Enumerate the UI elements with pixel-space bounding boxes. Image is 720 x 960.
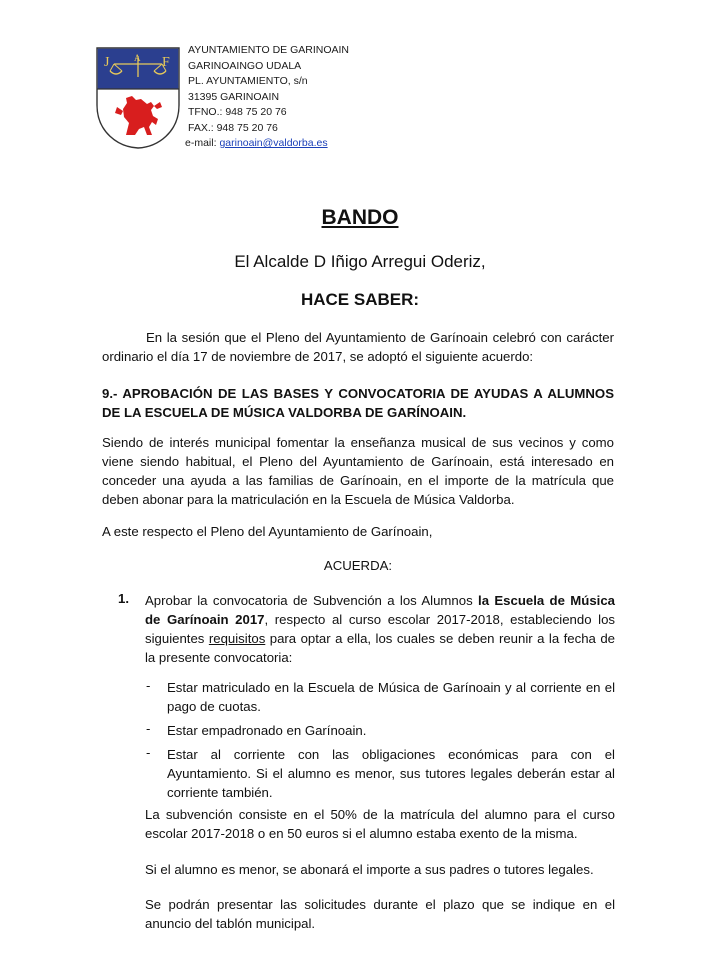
session-paragraph: En la sesión que el Pleno del Ayuntamiento de Garínoain celebró con carácter ordinario el día 17 de noviembre de 2017, se adoptó el siguiente acuerdo: [102, 330, 614, 364]
requirement-item: Estar al corriente con las obligaciones económicas para con el Ayuntamiento. Si el alumno es menor, sus tutores legales deberán estar al corriente también. [167, 747, 615, 800]
agrees-heading: ACUERDA: [323, 558, 393, 573]
item-1-text-c: para optar a ella, los cuales se deben reunir a la fecha de la presente convocatoria: [145, 631, 615, 665]
email-label: e-mail: [185, 137, 220, 149]
postal-code: 31395 GARINOAIN [188, 90, 280, 103]
agreement-heading: 9.- APROBACIÓN DE LAS BASES Y CONVOCATORIA DE AYUDAS A ALUMNOS DE LA ESCUELA DE MÚSICA VALDORBA DE GARÍNOAIN. [102, 386, 614, 420]
item-number: 1. [118, 591, 129, 606]
crest-letter: J [104, 55, 110, 70]
bullet-dash: - [146, 678, 151, 693]
mayor-line: El Alcalde D Iñigo Arregui Oderiz, [234, 252, 486, 271]
item-1-underlined: requisitos [208, 631, 266, 646]
item-1-text-b: , respecto al curso escolar 2017-2018, estableciendo los siguientes [145, 612, 615, 646]
interest-paragraph: Siendo de interés municipal fomentar la enseñanza musical de sus vecinos y como viene siendo habitual, el Pleno del Ayuntamiento de Garínoain, está interesado en conceder una ayuda a las familias de Garínoain, en el importe de la matrícula que deben abonar para la matriculación en la Escuela de Música Valdorba. [102, 435, 614, 507]
bullet-dash: - [146, 745, 151, 760]
announcement-heading: HACE SABER: [300, 290, 420, 309]
item-1-text-a: Aprobar la convocatoria de Subvención a los Alumnos [145, 593, 479, 608]
minor-paragraph: Si el alumno es menor, se abonará el importe a sus padres o tutores legales. [145, 862, 594, 877]
item-1-bold: la Escuela de Música de Garínoain 2017 [145, 593, 615, 627]
address: PL. AYUNTAMIENTO, s/n [188, 75, 308, 87]
deadline-paragraph: Se podrán presentar las solicitudes durante el plazo que se indique en el anuncio del tablón municipal. [145, 897, 615, 931]
contact-block [185, 43, 350, 152]
respect-paragraph: A este respecto el Pleno del Ayuntamiento de Garínoain, [102, 524, 433, 539]
crest-letter: A [134, 53, 141, 63]
fax: FAX.: 948 75 20 76 [188, 121, 278, 134]
phone: TFNO.: 948 75 20 76 [188, 106, 287, 118]
email-link[interactable]: garinoain@valdorba.es [219, 137, 328, 149]
crest-letter: F [162, 55, 170, 70]
item-1-text [145, 591, 615, 667]
document-title: BANDO [321, 206, 399, 229]
org-name-basque: GARINOAINGO UDALA [188, 59, 302, 72]
org-name: AYUNTAMIENTO DE GARINOAIN [188, 44, 350, 56]
requirement-item: Estar empadronado en Garínoain. [167, 723, 367, 738]
requirement-item: Estar matriculado en la Escuela de Música de Garínoain y al corriente en el pago de cuotas. [167, 680, 615, 714]
bullet-dash: - [146, 721, 151, 736]
subsidy-paragraph: La subvención consiste en el 50% de la matrícula del alumno para el curso escolar 2017-2018 o en 50 euros si el alumno estaba exento de la misma. [145, 807, 615, 841]
municipal-crest-logo [96, 47, 180, 149]
email-line [185, 136, 349, 152]
